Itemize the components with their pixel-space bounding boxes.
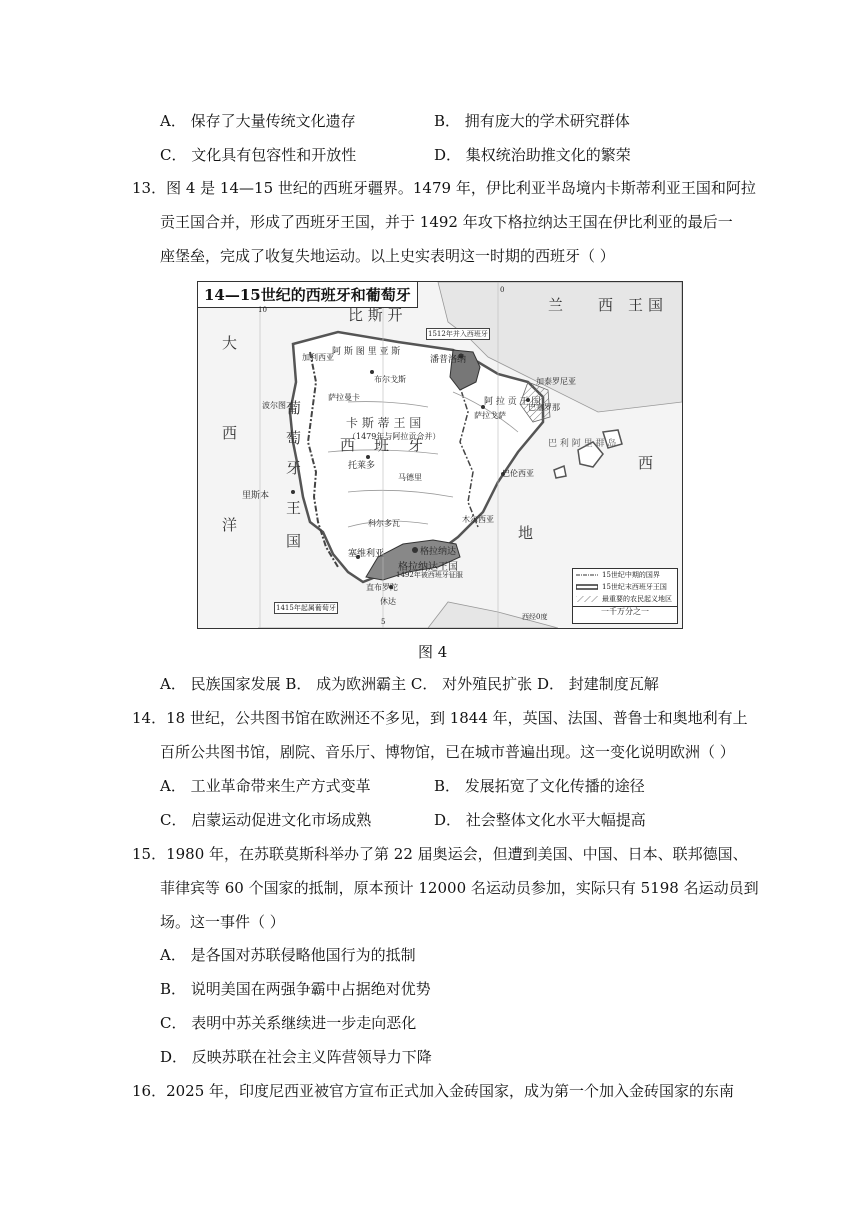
map-label-cordoba: 科尔多瓦 bbox=[368, 519, 400, 528]
q13-options: A． 民族国家发展 B． 成为欧洲霸主 C． 对外殖民扩张 D． 封建制度瓦解 bbox=[160, 675, 659, 693]
map-label-castile: 卡 斯 蒂 王 国 bbox=[346, 416, 422, 430]
map-label-valencia: 巴伦西亚 bbox=[502, 469, 534, 478]
q16-stem-line1: 16．2025 年，印度尼西亚被官方宣布正式加入金砖国家，成为第一个加入金砖国家的东南 bbox=[132, 1082, 735, 1100]
map-label-meridian: 西经0度 bbox=[522, 613, 548, 621]
map-label-portugal-3: 牙 bbox=[286, 459, 302, 477]
q13-stem-line1: 13．图 4 是 14—15 世纪的西班牙疆界。1479 年，伊比利亚半岛境内卡斯蒂利亚王国和阿拉 bbox=[132, 179, 756, 197]
q12-option-b: B． 拥有庞大的学术研究群体 bbox=[434, 112, 630, 130]
q14-option-b: B． 发展拓宽了文化传播的途径 bbox=[434, 777, 645, 795]
map-label-spain-ban: 班 bbox=[374, 436, 390, 454]
map-label-granada-note: 1492年被西班牙征服 bbox=[396, 571, 463, 579]
map-label-grid-10: 10 bbox=[258, 306, 267, 314]
q12-option-d: D． 集权统治助推文化的繁荣 bbox=[434, 146, 631, 164]
legend-row-border bbox=[573, 569, 677, 581]
q15-stem-line2: 菲律宾等 60 个国家的抵制，原本预计 12000 名运动员参加，实际只有 5198 名运动员到 bbox=[160, 879, 759, 897]
map-label-france: 兰 bbox=[548, 296, 564, 314]
map-label-murcia: 木尔西亚 bbox=[462, 515, 494, 524]
map-label-atlantic-3: 洋 bbox=[222, 516, 238, 534]
legend-label-spain: 15世纪末西班牙王国 bbox=[602, 583, 667, 591]
figure-caption: 图 4 bbox=[418, 643, 448, 661]
q14-stem-line2: 百所公共图书馆，剧院、音乐厅、博物馆，已在城市普遍出现。这一变化说明欧洲（ ） bbox=[160, 743, 735, 761]
q15-option-a: A． 是各国对苏联侵略他国行为的抵制 bbox=[160, 946, 416, 964]
q15-option-c: C． 表明中苏关系继续进一步走向恶化 bbox=[160, 1014, 417, 1032]
map-label-west: 西 bbox=[598, 296, 614, 314]
map-label-gibraltar: 直布罗陀 bbox=[366, 583, 398, 592]
map-label-barcelona: 巴塞罗那 bbox=[528, 403, 560, 412]
map-label-navarre-1512: 1512年并入西班牙 bbox=[428, 330, 488, 338]
map-label-zaragoza: 萨拉戈萨 bbox=[474, 411, 506, 420]
map-label-porto: 波尔图 bbox=[262, 401, 286, 410]
map-label-atlantic-2: 西 bbox=[222, 424, 238, 442]
map-label-asturias: 阿 斯 图 里 亚 斯 bbox=[332, 347, 401, 357]
map-label-portugal-4: 王 bbox=[286, 499, 302, 517]
q15-stem-line3: 场。这一事件（ ） bbox=[160, 913, 285, 931]
map-label-lisbon: 里斯本 bbox=[242, 491, 270, 501]
map-title: 14—15世纪的西班牙和葡萄牙 bbox=[198, 282, 418, 308]
map-label-portugal-1: 葡 bbox=[286, 399, 302, 417]
map-label-salamanca: 萨拉曼卡 bbox=[328, 393, 360, 402]
q14-option-a: A． 工业革命带来生产方式变革 bbox=[160, 777, 371, 795]
map-label-ceuta: 休达 bbox=[380, 597, 396, 606]
q13-stem-line3: 座堡垒，完成了收复失地运动。以上史实表明这一时期的西班牙（ ） bbox=[160, 247, 615, 265]
map-label-aragon: 阿 拉 贡 王 国 bbox=[484, 397, 541, 407]
q15-stem-line1: 15．1980 年，在苏联莫斯科举办了第 22 届奥运会，但遭到美国、中国、日本、联邦德国、 bbox=[132, 845, 748, 863]
map-label-seville: 塞维利亚 bbox=[348, 549, 385, 559]
map-label-ceuta-1415: 1415年起属葡萄牙 bbox=[276, 604, 336, 612]
q14-option-d: D． 社会整体文化水平大幅提高 bbox=[434, 811, 646, 829]
map-legend bbox=[572, 568, 678, 624]
map-label-madrid: 马德里 bbox=[398, 473, 422, 482]
map-label-portugal-2: 萄 bbox=[286, 429, 302, 447]
map-label-grid-5: 5 bbox=[381, 618, 386, 626]
map-label-castile-note: （1479年与阿拉贡合并） bbox=[348, 432, 441, 441]
q15-option-d: D． 反映苏联在社会主义阵营领导力下降 bbox=[160, 1048, 432, 1066]
map-label-mediterranean-1: 西 bbox=[638, 454, 654, 472]
map-figure bbox=[197, 281, 683, 629]
legend-row-spain bbox=[573, 581, 677, 593]
map-label-galicia: 加利西亚 bbox=[302, 353, 334, 362]
legend-label-uprising: 最重要的农民起义地区 bbox=[602, 595, 672, 603]
map-label-pamplona: 潘普洛纳 bbox=[430, 355, 467, 365]
map-label-kingdom: 王 bbox=[628, 296, 644, 314]
q13-stem-line2: 贡王国合并，形成了西班牙王国，并于 1492 年攻下格拉纳达王国在伊比利亚的最后一 bbox=[160, 213, 733, 231]
legend-row-uprising bbox=[573, 593, 677, 605]
map-label-balearic: 巴 利 阿 里 群 岛 bbox=[548, 439, 617, 449]
map-label-catalonia: 加泰罗尼亚 bbox=[536, 377, 576, 386]
map-label-spain-xi: 西 bbox=[340, 436, 356, 454]
q14-option-c: C． 启蒙运动促进文化市场成熟 bbox=[160, 811, 372, 829]
map-label-granada-kingdom: 格拉纳达王国 bbox=[398, 562, 458, 573]
q15-option-b: B． 说明美国在两强争霸中占据绝对优势 bbox=[160, 980, 431, 998]
q14-stem-line1: 14．18 世纪，公共图书馆在欧洲还不多见，到 1844 年，英国、法国、普鲁士和奥地利有上 bbox=[132, 709, 748, 727]
q12-option-a: A． 保存了大量传统文化遗存 bbox=[160, 112, 356, 130]
map-label-biscay: 比 斯 开 bbox=[348, 306, 403, 324]
map-label-portugal-5: 国 bbox=[286, 532, 302, 550]
q12-option-c: C． 文化具有包容性和开放性 bbox=[160, 146, 357, 164]
map-label-burgos: 布尔戈斯 bbox=[374, 375, 406, 384]
map-label-spain-ya: 牙 bbox=[408, 436, 424, 454]
map-label-mediterranean-2: 地 bbox=[518, 524, 534, 542]
map-label-grid-0: 0 bbox=[500, 286, 505, 294]
map-label-granada: 格拉纳达 bbox=[420, 547, 457, 557]
map-label-toledo: 托莱多 bbox=[348, 461, 376, 471]
map-label-country: 国 bbox=[648, 296, 664, 314]
map-scale: 一千万分之一 bbox=[573, 606, 677, 617]
legend-label-border: 15世纪中期的国界 bbox=[602, 571, 660, 579]
map-label-atlantic-1: 大 bbox=[222, 334, 238, 352]
